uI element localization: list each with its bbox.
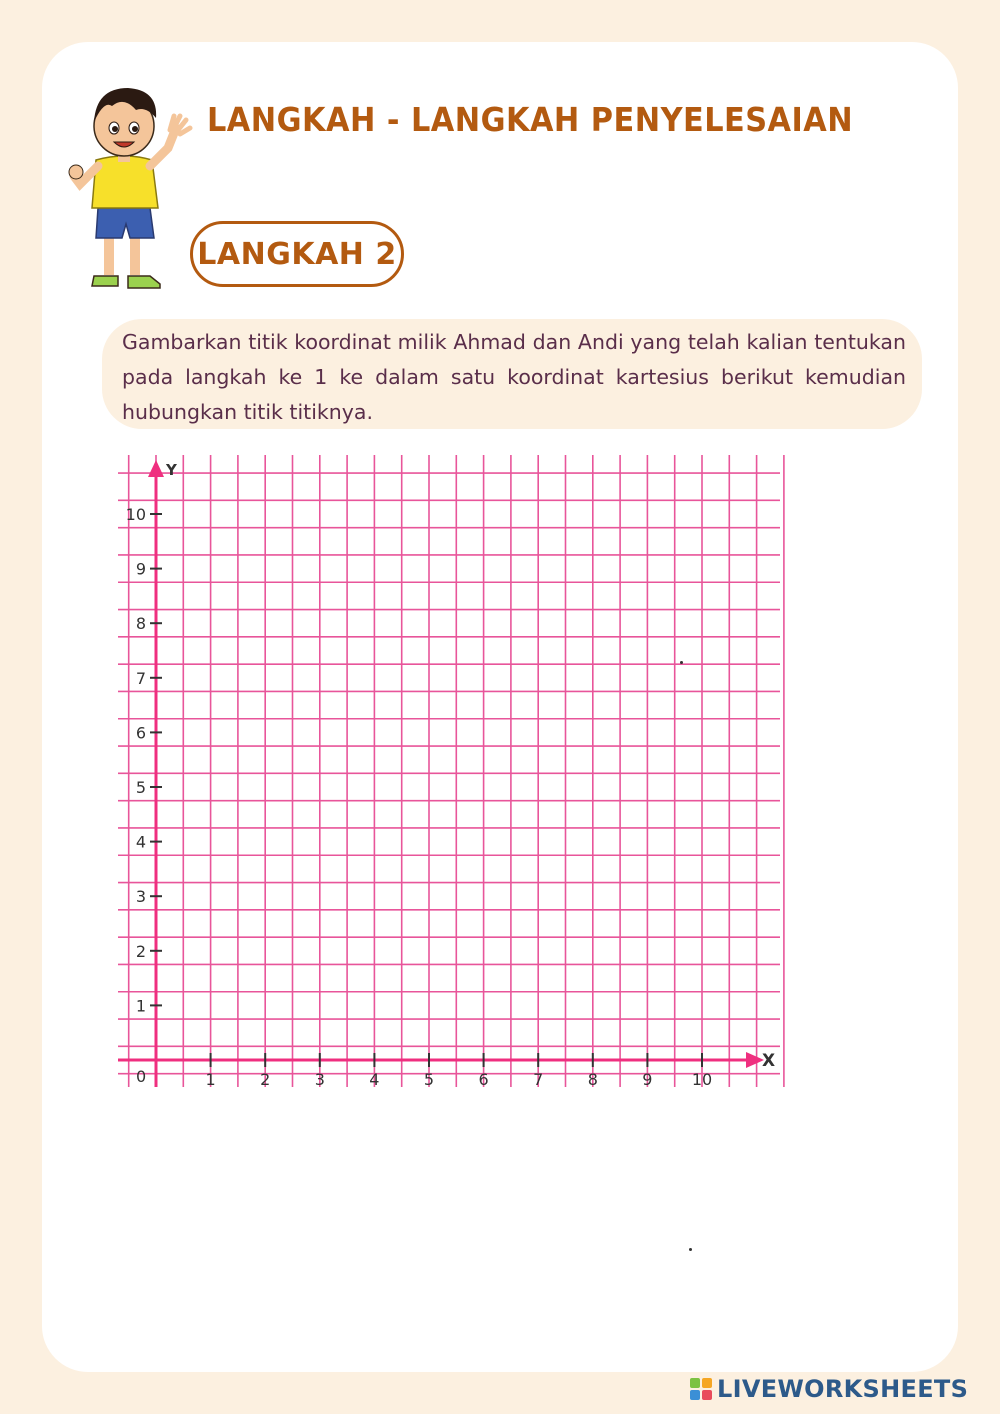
x-axis-label: X — [762, 1051, 776, 1071]
x-tick-label: 5 — [423, 1070, 435, 1089]
x-tick-label: 10 — [691, 1070, 713, 1089]
y-tick-label: 1 — [135, 996, 146, 1016]
x-tick-label: 7 — [533, 1070, 544, 1089]
y-tick-label: 10 — [125, 505, 146, 524]
liveworksheets-icon — [690, 1378, 712, 1400]
y-tick-label: 4 — [135, 832, 146, 852]
origin-label: 0 — [136, 1067, 147, 1086]
stray-dot — [680, 661, 683, 664]
y-tick-label: 3 — [135, 887, 146, 907]
y-tick-label: 6 — [135, 723, 146, 743]
stray-dot — [689, 1248, 692, 1251]
x-tick-label: 6 — [478, 1070, 489, 1089]
y-axis-label: Y — [166, 461, 177, 479]
y-axis-arrow — [148, 460, 164, 477]
step-badge: LANGKAH 2 — [190, 221, 404, 287]
x-tick-label: 1 — [205, 1070, 216, 1089]
brand-name: LIVEWORKSHEETS — [717, 1375, 969, 1403]
x-tick-label: 4 — [369, 1070, 380, 1089]
y-tick-label: 7 — [135, 668, 146, 688]
boy-illustration — [66, 80, 196, 295]
x-tick-label: 3 — [314, 1070, 325, 1089]
x-tick-label: 8 — [587, 1070, 598, 1089]
y-tick-label: 5 — [135, 778, 146, 797]
page-title: LANGKAH - LANGKAH PENYELESAIAN — [207, 100, 854, 139]
cartesian-grid[interactable] — [118, 455, 786, 1095]
x-tick-label: 2 — [260, 1070, 271, 1089]
y-tick-label: 9 — [135, 559, 146, 579]
y-tick-label: 2 — [135, 941, 146, 961]
y-tick-label: 8 — [135, 614, 146, 634]
liveworksheets-logo — [690, 1374, 968, 1404]
instruction-text: Gambarkan titik koordinat milik Ahmad dan Andi yang telah kalian tentukan pada langkah ke 1 ke dalam satu koordinat kartesius berikut kemudian hubungkan titik titiknya. — [102, 319, 922, 429]
x-tick-label: 9 — [642, 1070, 653, 1089]
